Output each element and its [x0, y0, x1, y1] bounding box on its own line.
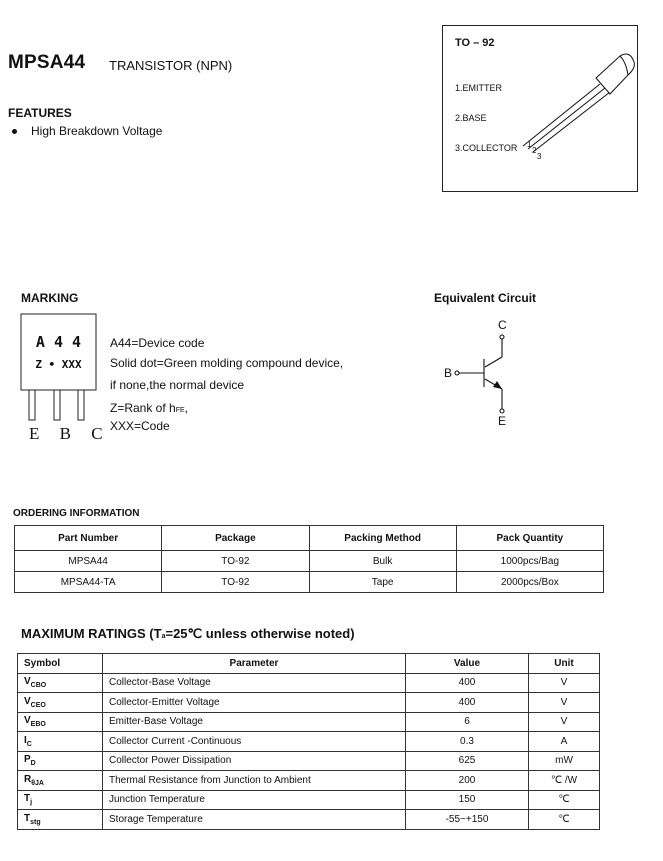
symbol-letter: P	[24, 754, 31, 766]
table-cell: MPSA44	[15, 551, 162, 572]
value-cell: 400	[406, 693, 529, 713]
symbol-subscript: EBO	[30, 721, 46, 729]
table-cell: 1000pcs/Bag	[456, 551, 603, 572]
unit-cell: ℃	[529, 790, 600, 810]
col-header: Parameter	[103, 654, 406, 674]
emitter-label: E	[498, 414, 507, 428]
table-row	[15, 572, 604, 593]
symbol-cell	[18, 693, 103, 713]
marking-code-line2: Z • XXX	[35, 358, 82, 371]
table-row	[18, 810, 600, 830]
symbol-subscript: j	[30, 799, 33, 807]
bullet-icon	[12, 129, 17, 134]
value-cell: 400	[406, 673, 529, 693]
unit-cell: ℃	[529, 810, 600, 830]
table-cell: MPSA44-TA	[15, 572, 162, 593]
col-header: Part Number	[15, 526, 162, 551]
col-header: Package	[162, 526, 309, 551]
marking-pin-labels: E B C	[29, 424, 111, 443]
col-header: Symbol	[18, 654, 103, 674]
hfe-subscript: FE	[175, 407, 185, 414]
parameter-cell: Thermal Resistance from Junction to Ambient	[103, 771, 406, 791]
ratings-heading-pre: MAXIMUM RATINGS (T	[21, 626, 162, 641]
equivalent-circuit-heading: Equivalent Circuit	[434, 291, 537, 305]
parameter-cell: Collector-Base Voltage	[103, 673, 406, 693]
symbol-subscript: stg	[30, 818, 41, 826]
marking-desc-line	[110, 401, 188, 415]
symbol-letter: T	[24, 793, 31, 805]
unit-cell: mW	[529, 751, 600, 771]
ordering-table	[14, 525, 604, 593]
part-description: TRANSISTOR (NPN)	[109, 58, 233, 73]
symbol-cell	[18, 751, 103, 771]
symbol-cell	[18, 790, 103, 810]
pin-number-3: 3	[537, 152, 542, 161]
col-header: Unit	[529, 654, 600, 674]
marking-desc-line: Solid dot=Green molding compound device,	[110, 356, 344, 370]
value-cell: 6	[406, 712, 529, 732]
col-header: Packing Method	[309, 526, 456, 551]
table-row	[18, 790, 600, 810]
table-header-row	[18, 654, 600, 674]
part-number-title: MPSA44	[8, 52, 86, 73]
symbol-letter: V	[24, 715, 31, 727]
table-cell: Tape	[309, 572, 456, 593]
value-cell: 150	[406, 790, 529, 810]
table-cell: Bulk	[309, 551, 456, 572]
symbol-letter: V	[24, 695, 31, 707]
pin-number-1: 1	[527, 140, 532, 149]
symbol-subscript: CEO	[30, 701, 46, 709]
features-heading: FEATURES	[8, 106, 72, 120]
ratings-heading-sub: a	[161, 633, 166, 640]
value-cell: 625	[406, 751, 529, 771]
marking-desc-line: A44=Device code	[110, 336, 205, 350]
table-row	[18, 771, 600, 791]
pin-label-collector: 3.COLLECTOR	[455, 143, 518, 153]
parameter-cell: Collector-Emitter Voltage	[103, 693, 406, 713]
symbol-cell	[18, 771, 103, 791]
collector-label: C	[498, 318, 507, 332]
table-header-row	[15, 526, 604, 551]
package-title: TO – 92	[455, 37, 495, 49]
unit-cell: V	[529, 693, 600, 713]
unit-cell: ℃ /W	[529, 771, 600, 791]
parameter-cell: Collector Current -Continuous	[103, 732, 406, 752]
unit-cell: V	[529, 673, 600, 693]
marking-heading: MARKING	[21, 291, 79, 305]
symbol-subscript: C	[26, 740, 32, 748]
pin-label-emitter: 1.EMITTER	[455, 83, 503, 93]
table-row	[18, 673, 600, 693]
value-cell: 200	[406, 771, 529, 791]
symbol-subscript: CBO	[30, 682, 47, 690]
parameter-cell: Collector Power Dissipation	[103, 751, 406, 771]
unit-cell: A	[529, 732, 600, 752]
ratings-heading-post: =25℃ unless otherwise noted)	[165, 626, 355, 641]
symbol-letter: T	[24, 812, 31, 824]
ratings-table	[17, 653, 600, 830]
value-cell: 0.3	[406, 732, 529, 752]
table-row	[18, 732, 600, 752]
value-cell: -55~+150	[406, 810, 529, 830]
base-label: B	[444, 366, 453, 380]
symbol-cell	[18, 712, 103, 732]
symbol-subscript: D	[30, 760, 36, 768]
table-cell: 2000pcs/Box	[456, 572, 603, 593]
table-cell: TO-92	[162, 551, 309, 572]
pin-number-2: 2	[532, 146, 537, 155]
feature-text: High Breakdown Voltage	[31, 124, 163, 138]
symbol-subscript: θJA	[31, 779, 44, 787]
parameter-cell: Emitter-Base Voltage	[103, 712, 406, 732]
table-row	[18, 751, 600, 771]
parameter-cell: Storage Temperature	[103, 810, 406, 830]
col-header: Pack Quantity	[456, 526, 603, 551]
marking-code-line1: A 4 4	[35, 333, 82, 351]
pin-label-base: 2.BASE	[455, 113, 487, 123]
table-row	[18, 693, 600, 713]
symbol-letter: R	[24, 773, 32, 785]
parameter-cell: Junction Temperature	[103, 790, 406, 810]
table-row	[18, 712, 600, 732]
symbol-cell	[18, 732, 103, 752]
marking-desc-line: XXX=Code	[110, 419, 170, 433]
col-header: Value	[406, 654, 529, 674]
ratings-heading	[21, 626, 355, 642]
rank-text: Z=Rank of h	[110, 401, 176, 415]
marking-desc-line: if none,the normal device	[110, 378, 245, 392]
symbol-cell	[18, 673, 103, 693]
symbol-letter: V	[24, 676, 31, 688]
ordering-heading: ORDERING INFORMATION	[13, 508, 140, 519]
unit-cell: V	[529, 712, 600, 732]
table-cell: TO-92	[162, 572, 309, 593]
feature-item	[12, 124, 162, 138]
rank-suffix: ,	[184, 401, 188, 415]
symbol-letter: I	[24, 734, 27, 746]
table-row	[15, 551, 604, 572]
symbol-cell	[18, 810, 103, 830]
to92-package-icon	[520, 48, 635, 160]
